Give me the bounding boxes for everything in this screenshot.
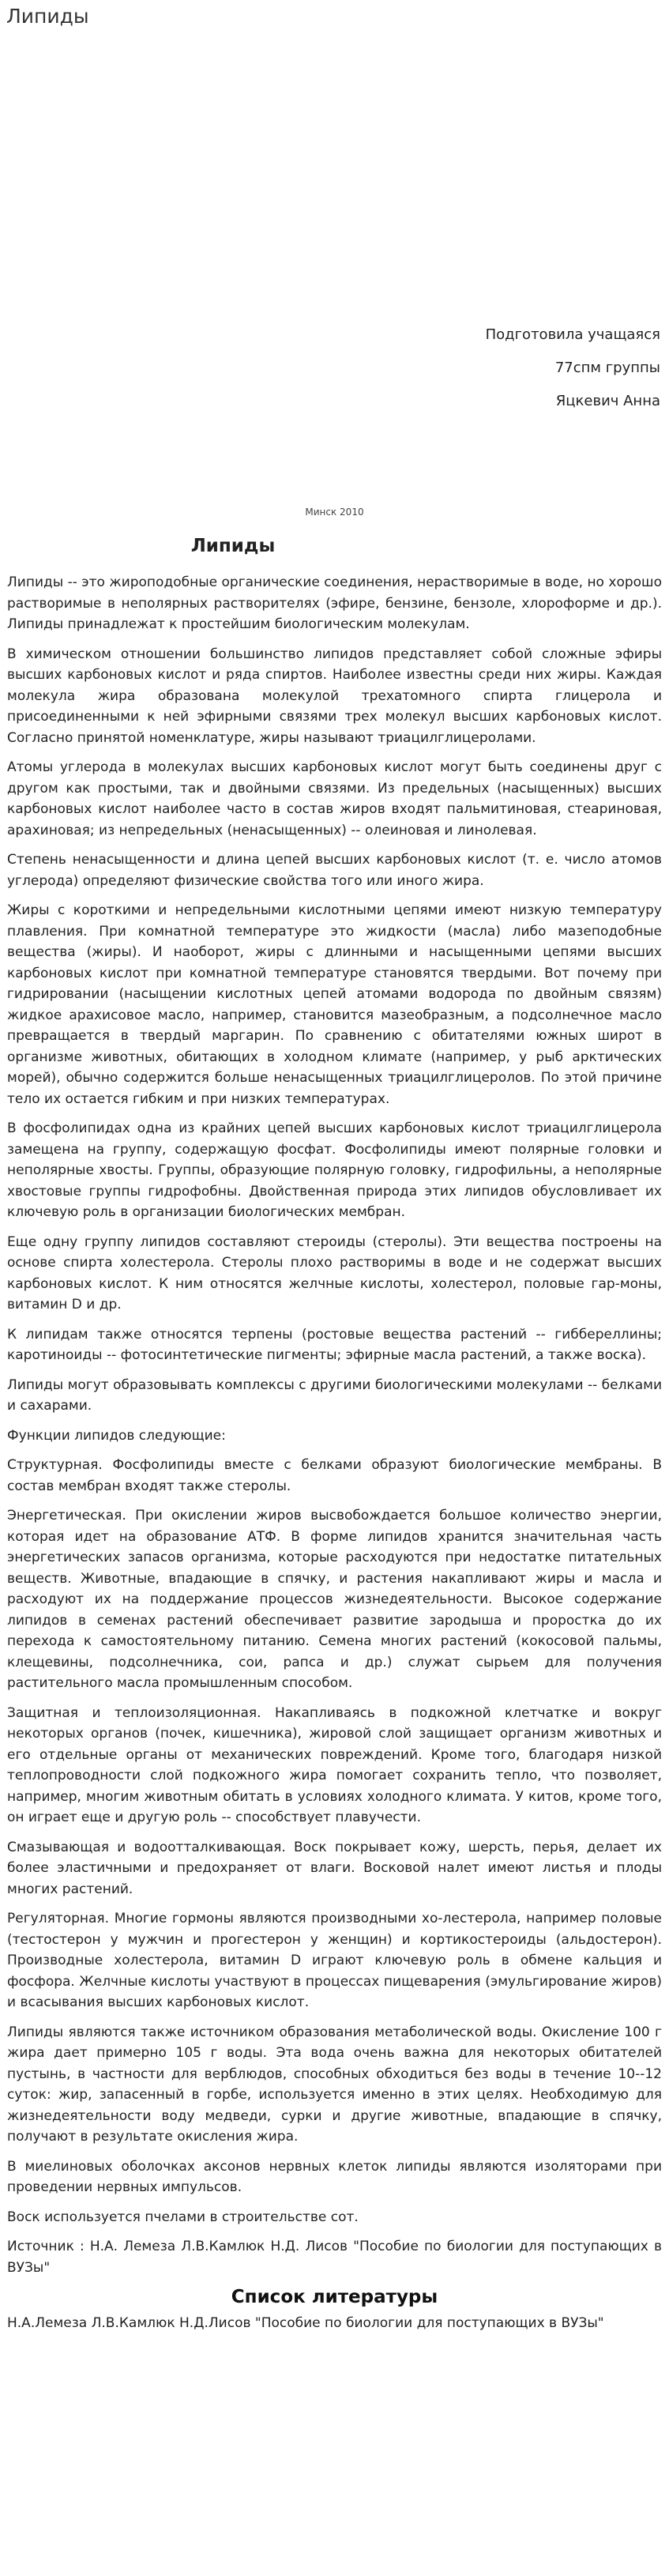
references-heading: Список литературы xyxy=(231,2287,438,2307)
paragraph: Еще одну группу липидов составляют стероиды (стеролы). Эти вещества построены на основе спирта холестерола. Стеролы плохо растворимы в воде и не содержат высших карбоновых кислот. К ним относятся желчные кислоты, холестерол, половые гар-моны, витамин D и др. xyxy=(7,1233,662,1312)
paragraph: Смазывающая и водоотталкивающая. Воск покрывает кожу, шерсть, перья, делает их более эластичными и предохраняет от влаги. Восковой налет имеют листья и плоды многих растений. xyxy=(7,1839,662,1897)
reference-item: Н.А.Лемеза Л.В.Камлюк Н.Д.Лисов "Пособие по биологии для поступающих в ВУЗы" xyxy=(7,2314,604,2331)
document-body xyxy=(7,572,662,2342)
paragraph: Защитная и теплоизоляционная. Накапливаясь в подкожной клетчатке и вокруг некоторых органов (почек, кишечника), жировой слой защищает организм животных и его отдельные органы от механических повреждений. Кроме того, благодаря низкой теплопроводности слой подкожного жира помогает сохранить тепло, что позволяет, например, многим животным обитать в условиях холодного климата. У китов, кроме того, он играет еще и другую роль -- способствует плавучести. xyxy=(7,1704,662,1825)
paragraph: Структурная. Фосфолипиды вместе с белками образуют биологические мембраны. В состав мембран входят также стеролы. xyxy=(7,1457,662,1494)
author-line-3: Яцкевич Анна xyxy=(555,393,660,409)
paragraph: Энергетическая. При окислении жиров высвобождается большое количество энергии, которая идет на образование АТФ. В форме липидов хранится значительная часть энергетических запасов организма, которые расходуются при недостатке питательных веществ. Животные, впадающие в спячку, и растения накапливают жиры и масла и расходуют их на поддержание процессов жизнедеятельности. Высокое содержание липидов в семенах растений обеспечивает развитие зародыша и проростка до их перехода к самостоятельному питанию. Семена многих растений (кокосовой пальмы, клещевины, подсолнечника, сои, рапса и др.) служат сырьем для получения растительного масла промышленным способом. xyxy=(7,1508,662,1691)
paragraph: Жиры с короткими и непредельными кислотными цепями имеют низкую температуру плавления. При комнатной температуре это жидкости (масла) либо мазеподобные вещества (жиры). И наоборот, жиры с длинными и насыщенными цепями высших карбоновых кислот при комнатной температуре становятся твердыми. Вот почему при гидрировании (насыщении кислотных цепей атомами водорода по двойным связям) жидкое арахисовое масло, например, становится мазеобразным, а подсолнечное масло превращается в твердый маргарин. По сравнению с обитателями южных широт в организме животных, обитающих в холодном климате (например, у рыб арктических морей), обычно содержится больше ненасыщенных триацилглицеролов. По этой причине тело их остается гибким и при низких температурах. xyxy=(7,902,662,1107)
paragraph: Атомы углерода в молекулах высших карбоновых кислот могут быть соединены друг с другом как простыми, так и двойными связями. Из предельных (насыщенных) высших карбоновых кислот наиболее часто в состав жиров входят пальмитиновая, стеариновая, арахиновая; из непредельных (ненасыщенных) -- олеиновая и линолевая. xyxy=(7,759,662,838)
paragraph: Воск используется пчелами в строительстве сот. xyxy=(7,2209,359,2225)
paragraph: Степень ненасыщенности и длина цепей высших карбоновых кислот (т. е. число атомов углерода) определяют физические свойства того или иного жира. xyxy=(7,852,662,889)
document-title: Липиды xyxy=(6,5,89,28)
paragraph: Регуляторная. Многие гормоны являются производными хо-лестерола, например половые (тестостерон у мужчин и прогестерон у женщин) и кортикостероиды (альдостерон). Производные холестерола, витамин D играют ключевую роль в обмене кальция и фосфора. Желчные кислоты участвуют в процессах пищеварения (эмульгирование жиров) и всасывания высших карбоновых кислот. xyxy=(7,1911,662,2010)
paragraph: Функции липидов следующие: xyxy=(7,1427,226,1444)
main-heading: Липиды xyxy=(190,536,276,556)
paragraph: В химическом отношении большинство липидов представляет собой сложные эфиры высших карбоновых кислот и ряда спиртов. Наиболее известны среди них жиры. Каждая молекула жира образована молекулой трехатомного спирта глицерола и присоединенными к ней эфирными связями трех молекул высших карбоновых кислот. Согласно принятой номенклатуре, жиры называют триацилглицеролами. xyxy=(7,646,662,746)
paragraph: В миелиновых оболочках аксонов нервных клеток липиды являются изоляторами при проведении нервных импульсов. xyxy=(7,2158,662,2195)
city-year: Минск 2010 xyxy=(305,507,364,518)
paragraph: Липиды являются также источником образования метаболической воды. Окисление 100 г жира дает примерно 105 г воды. Эта вода очень важна для некоторых обитателей пустынь, в частности для верблюдов, способных обходиться без воды в течение 10--12 суток: жир, запасенный в горбе, используется именно в этих целях. Необходимую для жизнедеятельности воду медведи, сурки и другие животные, впадающие в спячку, получают в результате окисления жира. xyxy=(7,2024,662,2145)
author-block xyxy=(486,318,660,418)
source-paragraph: Источник : Н.А. Лемеза Л.В.Камлюк Н.Д. Лисов "Пособие по биологии для поступающих в ВУЗы" xyxy=(7,2239,662,2276)
paragraph: В фосфолипидах одна из крайних цепей высших карбоновых кислот триацилглицерола замещена на группу, содержащую фосфат. Фосфолипиды имеют полярные головки и неполярные хвосты. Группы, образующие полярную головку, гидрофильны, а неполярные хвостовые группы гидрофобны. Двойственная природа этих липидов обусловливает их ключевую роль в организации биологических мембран. xyxy=(7,1120,662,1220)
paragraph: Липиды могут образовывать комплексы с другими биологическими молекулами -- белками и сахарами. xyxy=(7,1377,662,1414)
paragraph: К липидам также относятся терпены (ростовые вещества растений -- гиббереллины; каротиноиды -- фотосинтетические пигменты; эфирные масла растений, а также воска). xyxy=(7,1326,662,1363)
author-line-2: 77спм группы xyxy=(554,360,660,376)
author-line-1: Подготовила учащаяся xyxy=(485,326,660,343)
paragraph: Липиды -- это жироподобные органические соединения, нерастворимые в воде, но хорошо растворимые в неполярных растворителях (эфире, бензине, бензоле, хлороформе и др.). Липиды принадлежат к простейшим биологическим молекулам. xyxy=(7,574,662,632)
